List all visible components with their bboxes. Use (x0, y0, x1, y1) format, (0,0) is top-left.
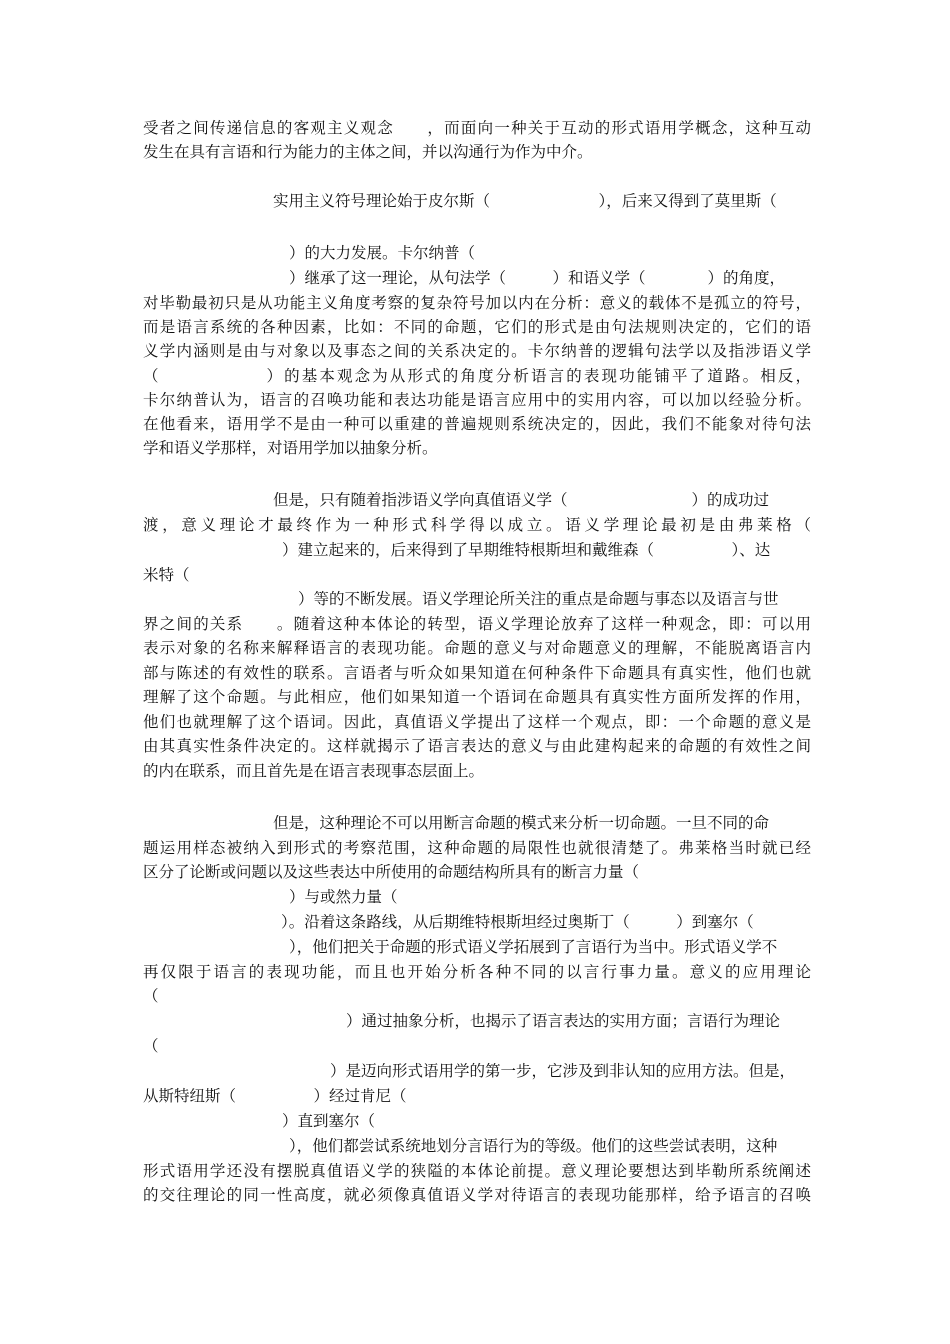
text-line: 卡尔纳普认为，语言的召唤功能和表达功能是语言应用中的实用内容，可以加以经验分析。 (143, 391, 811, 409)
text-line: ）的大力发展。卡尔纳普（ (289, 244, 476, 262)
text-line: ）等的不断发展。语义学理论所关注的重点是命题与事态以及语言与世 (298, 590, 779, 608)
text-line: 的交往理论的同一性高度，就必须像真值语义学对待语言的表现功能那样，给予语言的召唤 (143, 1186, 811, 1204)
text-line: ），他们把关于命题的形式语义学拓展到了言语行为当中。形式语义学不 (289, 938, 778, 956)
text-line: 理解了这个命题。与此相应，他们如果知道一个语词在命题具有真实性方面所发挥的作用， (143, 688, 811, 706)
text-line: 学和语义学那样，对语用学加以抽象分析。 (143, 439, 438, 457)
text-line: ）。沿着这条路线，从后期维特根斯坦经过奥斯丁（ ）到塞尔（ (281, 913, 754, 931)
text-line: 米特（ (143, 566, 190, 584)
text-line: 部与陈述的有效性的联系。言语者与听众如果知道在何种条件下命题具有真实性，他们也就 (143, 664, 811, 682)
text-line: 发生在具有言语和行为能力的主体之间，并以沟通行为作为中介。 (143, 143, 593, 161)
text-line: 再仅限于语言的表现功能，而且也开始分析各种不同的以言行事力量。意义的应用理论 (143, 963, 811, 981)
text-line: 从斯特纽斯（ ）经过肯尼（ (143, 1087, 407, 1105)
text-line: 界之间的关系 。随着这种本体论的转型，语义学理论放弃了这样一种观念，即：可以用 (143, 615, 811, 633)
text-line: ）通过抽象分析，也揭示了语言表达的实用方面；言语行为理论 (346, 1012, 781, 1030)
text-line: （ ）的基本观念为从形式的角度分析语言的表现功能铺平了道路。相反， (143, 367, 811, 385)
text-line: 由其真实性条件决定的。这样就揭示了语言表达的意义与由此建构起来的命题的有效性之间 (143, 737, 811, 755)
text-line: 渡，意义理论才最终作为一种形式科学得以成立。语义学理论最初是由弗莱格（ (143, 516, 811, 534)
text-line: ），他们都尝试系统地划分言语行为的等级。他们的这些尝试表明，这种 (289, 1137, 778, 1155)
text-line: 义学内涵则是由与对象以及事态之间的关系决定的。卡尔纳普的逻辑句法学以及指涉语义学 (143, 342, 811, 360)
text-line: 但是，这种理论不可以用断言命题的模式来分析一切命题。一旦不同的命 (273, 814, 770, 832)
text-line: 实用主义符号理论始于皮尔斯（ ），后来又得到了莫里斯（ (273, 192, 777, 210)
text-line: 形式语用学还没有摆脱真值语义学的狭隘的本体论前提。意义理论要想达到毕勒所系统阐述 (143, 1162, 811, 1180)
text-line: （ (143, 987, 159, 1005)
text-line: 而是语言系统的各种因素，比如：不同的命题，它们的形式是由句法规则决定的，它们的语 (143, 318, 811, 336)
text-line: ）直到塞尔（ (282, 1112, 376, 1130)
text-line: 受者之间传递信息的客观主义观念 ，而面向一种关于互动的形式语用学概念，这种互动 (143, 119, 811, 137)
text-line: 但是，只有随着指涉语义学向真值语义学（ ）的成功过 (273, 491, 770, 509)
text-line: 区分了论断或问题以及这些表达中所使用的命题结构所具有的断言力量（ (143, 863, 640, 881)
text-line: 表示对象的名称来解释语言的表现功能。命题的意义与对命题意义的理解，不能脱离语言内 (143, 639, 811, 657)
text-line: ）建立起来的，后来得到了早期维特根斯坦和戴维森（ ）、达 (282, 541, 771, 559)
text-line: ）继承了这一理论，从句法学（ ）和语义学（ ）的角度， (289, 269, 786, 287)
text-line: （ (143, 1037, 159, 1055)
text-line: 对毕勒最初只是从功能主义角度考察的复杂符号加以内在分析：意义的载体不是孤立的符号， (143, 294, 811, 312)
text-line: ）是迈向形式语用学的第一步，它涉及到非认知的应用方法。但是， (330, 1062, 796, 1080)
text-line: ）与或然力量（ (289, 888, 398, 906)
text-line: 题运用样态被纳入到形式的考察范围，这种命题的局限性也就很清楚了。弗莱格当时就已经 (143, 839, 811, 857)
text-line: 在他看来，语用学不是由一种可以重建的普遍规则系统决定的，因此，我们不能象对待句法 (143, 415, 811, 433)
text-line: 的内在联系，而且首先是在语言表现事态层面上。 (143, 762, 485, 780)
text-line: 他们也就理解了这个语词。因此，真值语义学提出了这样一个观点，即：一个命题的意义是 (143, 713, 811, 731)
